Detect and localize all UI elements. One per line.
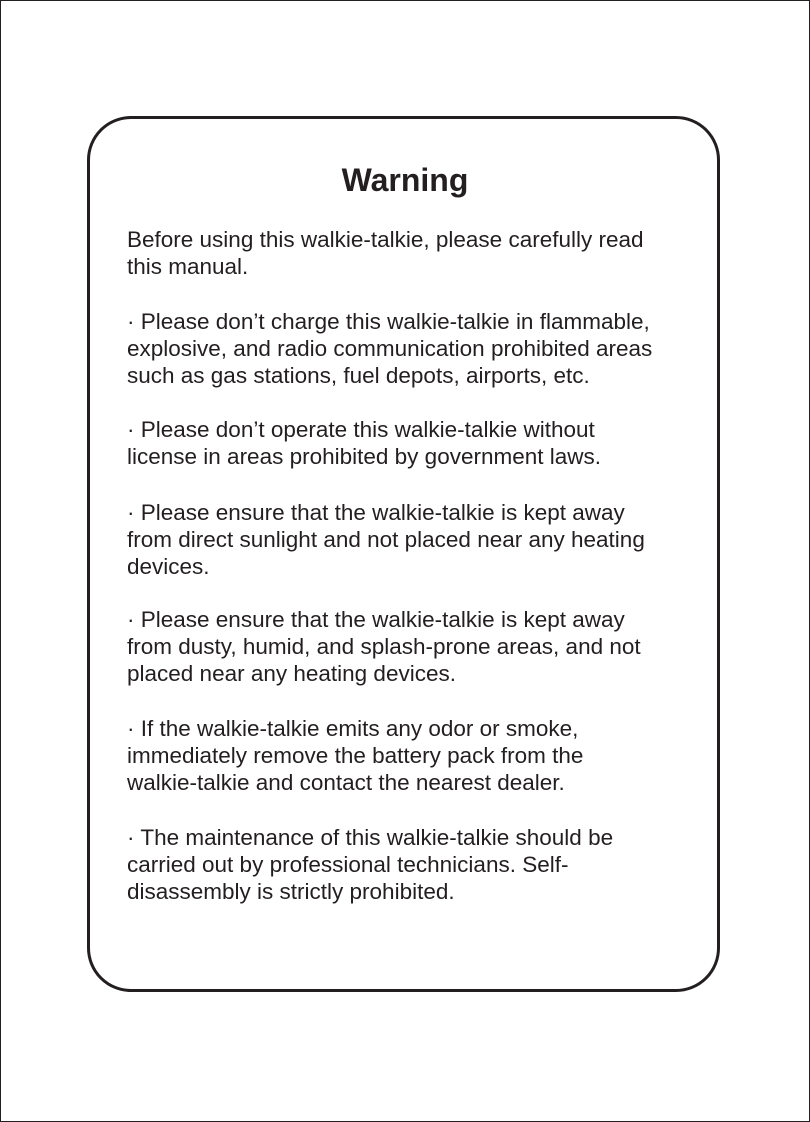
intro-paragraph [127, 226, 697, 280]
warning-item-line: from dusty, humid, and splash-prone areas, and not [127, 634, 641, 659]
warning-item-line: walkie-talkie and contact the nearest dealer. [127, 770, 565, 795]
warning-item-line: disassembly is strictly prohibited. [127, 879, 455, 904]
warning-item-line: license in areas prohibited by government laws. [127, 444, 602, 469]
warning-item [127, 308, 697, 389]
page-title: Warning [341, 162, 469, 198]
warning-item-line: devices. [127, 554, 210, 579]
warning-item [127, 715, 697, 796]
warning-item [127, 499, 697, 580]
warning-item-line: carried out by professional technicians. Self- [127, 852, 569, 877]
warning-item-line: · The maintenance of this walkie-talkie should be [127, 825, 614, 850]
warning-item-line: explosive, and radio communication prohibited areas [127, 336, 653, 361]
warning-item [127, 824, 697, 905]
intro-line: this manual. [127, 254, 249, 279]
warning-item-line: · Please ensure that the walkie-talkie is kept away [127, 500, 625, 525]
intro-line: Before using this walkie-talkie, please carefully read [127, 227, 644, 252]
warning-item [127, 416, 697, 470]
warning-item-line: · Please don’t charge this walkie-talkie in flammable, [127, 309, 650, 334]
warning-item [127, 606, 697, 687]
warning-item-line: from direct sunlight and not placed near any heating [127, 527, 645, 552]
warning-item-line: · Please ensure that the walkie-talkie is kept away [127, 607, 625, 632]
warning-item-line: · Please don’t operate this walkie-talkie without [127, 417, 595, 442]
warning-item-line: such as gas stations, fuel depots, airports, etc. [127, 363, 590, 388]
warning-item-line: immediately remove the battery pack from the [127, 743, 584, 768]
warning-item-line: placed near any heating devices. [127, 661, 456, 686]
warning-item-line: · If the walkie-talkie emits any odor or smoke, [127, 716, 579, 741]
